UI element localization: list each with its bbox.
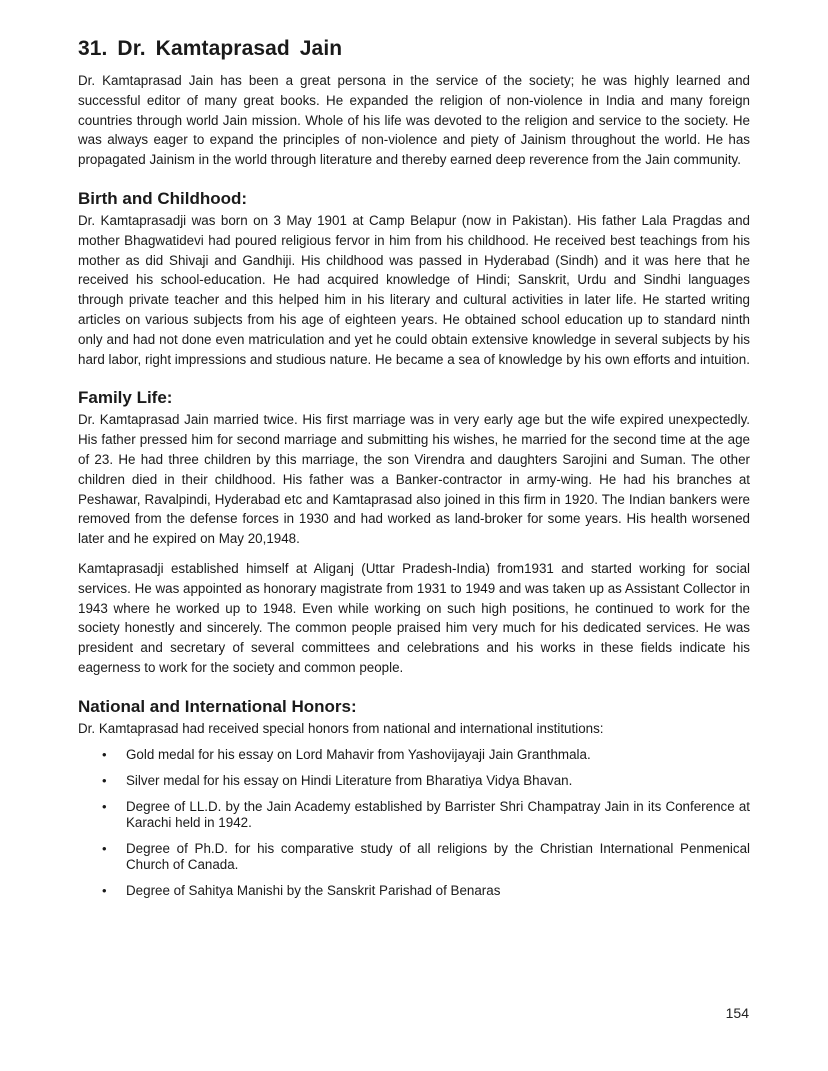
list-item: [78, 883, 750, 899]
list-item-text: Degree of Sahitya Manishi by the Sanskrit Parishad of Benaras: [126, 882, 501, 898]
paragraph: Dr. Kamtaprasad Jain married twice. His first marriage was in very early age but the wife expired unexpectedly. His father pressed him for second marriage and submitting his wishes, he married for the second time at the age of 23. He had three children by this marriage, the son Virendra and daughters Sarojini and Suman. The other children died in their childhood. His father was a Banker-contractor in army-wing. He had his branches at Peshawar, Ravalpindi, Hyderabad etc and Kamtaprasad also joined in this firm in 1920. The Indian bankers were removed from the defense forces in 1930 and had worked as land-broker for some years. His health worsened later and he expired on May 20,1948.: [78, 412, 750, 547]
list-item-text: Degree of LL.D. by the Jain Academy established by Barrister Shri Champatray Jain in its Conference at Karachi held in 1942.: [126, 798, 750, 830]
list-item-text: Silver medal for his essay on Hindi Literature from Bharatiya Vidya Bhavan.: [126, 772, 573, 788]
bullet-icon: •: [102, 840, 107, 856]
list-item: [78, 799, 750, 831]
honors-list: [78, 747, 750, 899]
list-item: [78, 841, 750, 873]
list-item: [78, 747, 750, 763]
section-birth-childhood: [78, 188, 750, 369]
intro-paragraph: Dr. Kamtaprasad Jain has been a great persona in the service of the society; he was highly learned and successful editor of many great books. He expanded the religion of non-violence in India and many foreign countries through world Jain mission. Whole of his life was devoted to the religion and service to the society. He was always eager to expand the principles of non-violence and piety of Jainism throughout the world. He has propagated Jainism in the world through literature and thereby earned deep reverence from the Jain community.: [78, 73, 750, 168]
bullet-icon: •: [102, 798, 107, 814]
section-honors: [78, 696, 750, 899]
bullet-icon: •: [102, 882, 107, 898]
list-item: [78, 773, 750, 789]
document-page: [78, 36, 750, 909]
bullet-icon: •: [102, 746, 107, 762]
section-heading: National and International Honors:: [78, 696, 357, 716]
page-title: 31. Dr. Kamtaprasad Jain: [78, 37, 343, 60]
section-heading: Family Life:: [78, 388, 173, 408]
paragraph: Dr. Kamtaprasadji was born on 3 May 1901 at Camp Belapur (now in Pakistan). His father Lala Pragdas and mother Bhagwatidevi had poured religious fervor in him from his childhood. He received best teachings from his mother as did Shivaji and Gandhiji. His childhood was passed in Hyderabad (Sindh) and it was here that he received his school-education. He had acquired knowledge of Hindi; Sanskrit, Urdu and Sindhi languages through private teacher and this helped him in his literary and cultural activities in later life. He started writing articles on various subjects from his age of eighteen years. He obtained school education up to standard ninth only and had not done even matriculation and yet he could obtain extensive knowledge in several subjects by his hard labor, right impressions and studious nature. He became a sea of knowledge by his own efforts and intuition.: [78, 212, 750, 367]
section-heading: Birth and Childhood:: [78, 188, 248, 208]
section-family-life: [78, 387, 750, 677]
paragraph: Kamtaprasadji established himself at Aliganj (Uttar Pradesh-India) from1931 and started working for social services. He was appointed as honorary magistrate from 1931 to 1949 and was taken up as Assistant Collector in 1943 where he worked up to 1948. Even while working on such high positions, he continued to work for the society honestly and sincerely. The common people praised him very much for his dedicated services. He was president and secretary of several committees and celebrations and his works in these fields indicate his eagerness to work for the society and common people.: [78, 560, 750, 675]
page-number: 154: [725, 1005, 749, 1021]
bullet-icon: •: [102, 772, 107, 788]
list-item-text: Gold medal for his essay on Lord Mahavir from Yashovijayaji Jain Granthmala.: [126, 746, 591, 762]
list-item-text: Degree of Ph.D. for his comparative study of all religions by the Christian International Penmenical Church of Canada.: [126, 840, 750, 872]
paragraph: Dr. Kamtaprasad had received special honors from national and international institutions:: [78, 720, 604, 736]
